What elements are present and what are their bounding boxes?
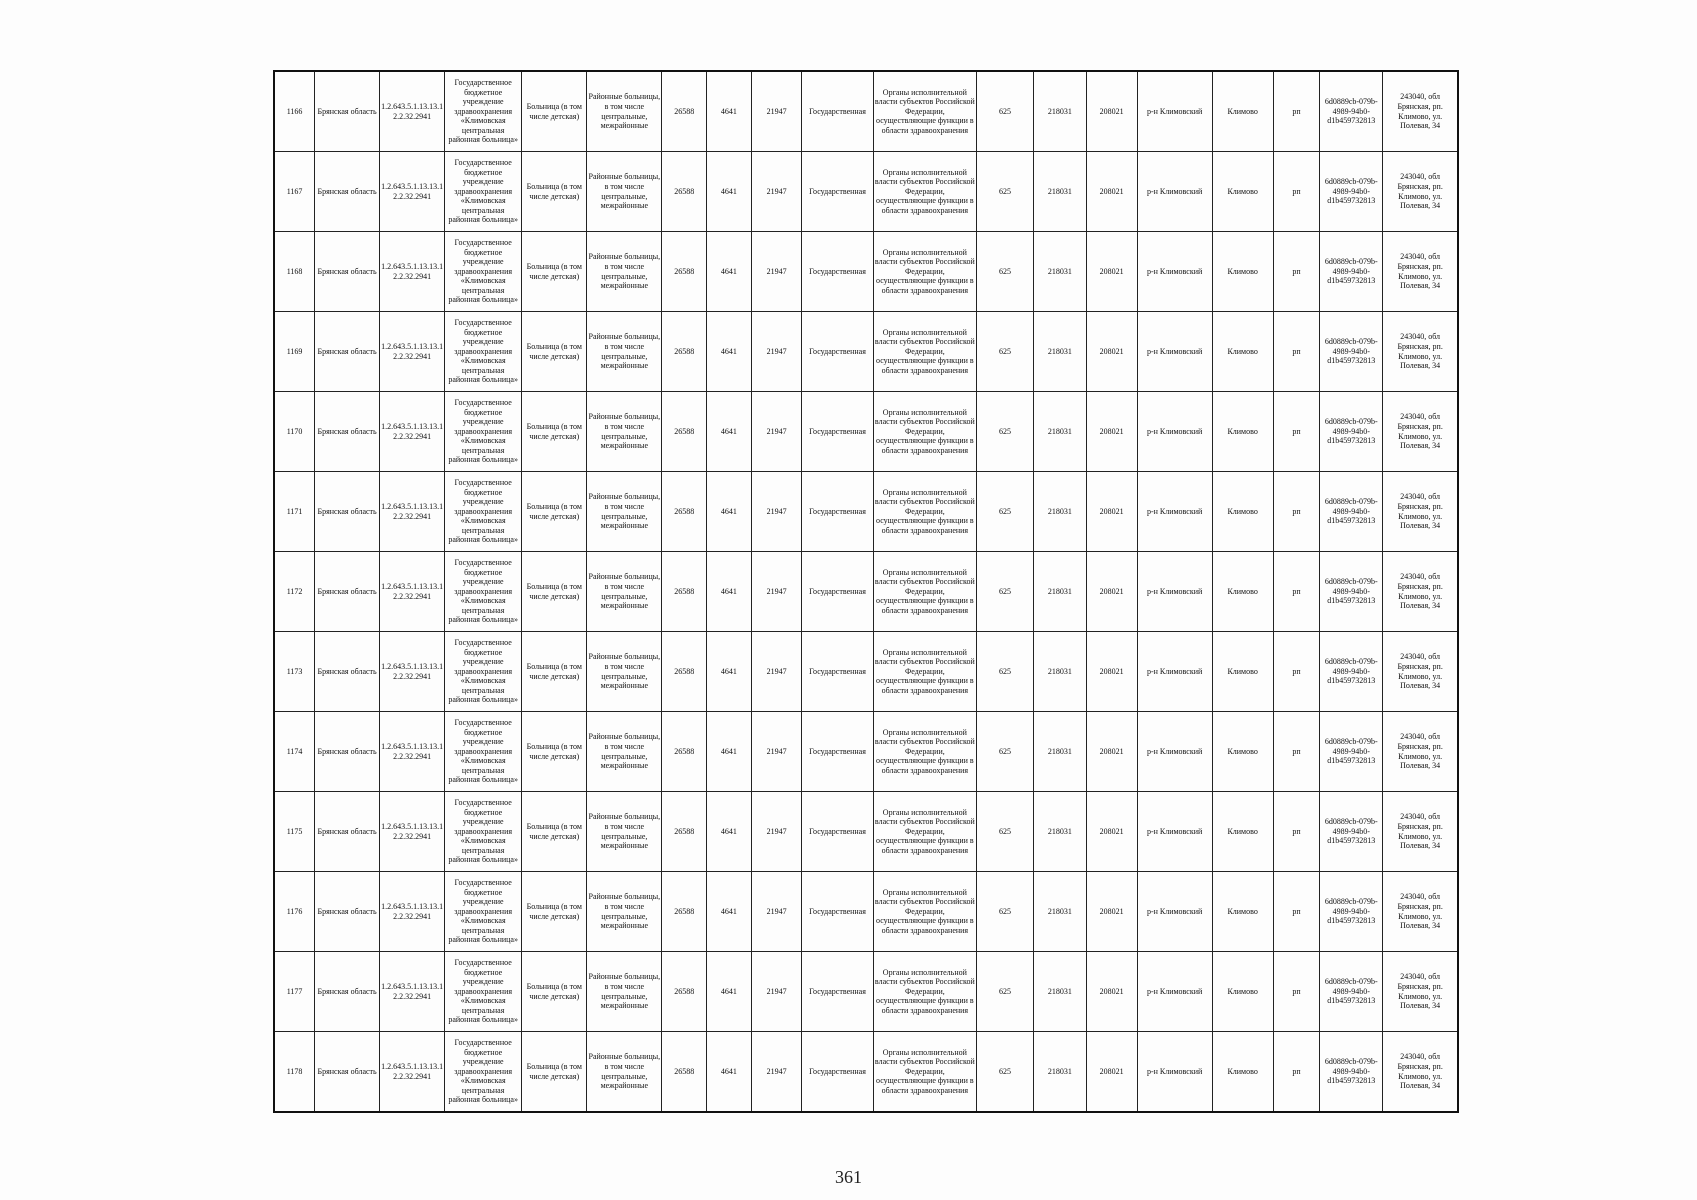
district-cell: р-н Климовский (1137, 392, 1212, 472)
value-cell: 26588 (662, 1032, 707, 1113)
code-cell: 625 (977, 71, 1034, 152)
address-cell: 243040, обл Брянская, рп. Климово, ул. Полевая, 34 (1383, 472, 1458, 552)
facility-type-cell: Районные больницы, в том числе центральные, межрайонные (587, 712, 662, 792)
ownership-cell: Государственная (802, 632, 873, 712)
locality-cell: Климово (1212, 392, 1273, 472)
row-number-cell: 1167 (274, 152, 315, 232)
facility-kind-cell: Больница (в том числе детская) (522, 472, 587, 552)
value-cell: 4641 (707, 392, 752, 472)
locality-type-cell: рп (1273, 712, 1320, 792)
authority-cell: Органы исполнительной власти субъектов Российской Федерации, осуществляющие функции в области здравоохранения (873, 792, 977, 872)
ownership-cell: Государственная (802, 712, 873, 792)
oid-cell: 1.2.643.5.1.13.13.12.2.32.2941 (380, 872, 445, 952)
value-cell: 4641 (707, 1032, 752, 1113)
region-cell: Брянская область (315, 952, 380, 1032)
code-cell: 218031 (1033, 632, 1086, 712)
address-cell: 243040, обл Брянская, рп. Климово, ул. Полевая, 34 (1383, 232, 1458, 312)
code-cell: 208021 (1086, 392, 1137, 472)
facility-kind-cell: Больница (в том числе детская) (522, 1032, 587, 1113)
code-cell: 625 (977, 872, 1034, 952)
locality-type-cell: рп (1273, 1032, 1320, 1113)
guid-cell: 6d0889cb-079b-4989-94b0-d1b459732813 (1320, 1032, 1383, 1113)
code-cell: 218031 (1033, 872, 1086, 952)
value-cell: 21947 (751, 472, 802, 552)
code-cell: 625 (977, 472, 1034, 552)
ownership-cell: Государственная (802, 152, 873, 232)
district-cell: р-н Климовский (1137, 1032, 1212, 1113)
code-cell: 218031 (1033, 952, 1086, 1032)
value-cell: 26588 (662, 312, 707, 392)
value-cell: 4641 (707, 552, 752, 632)
region-cell: Брянская область (315, 872, 380, 952)
facility-type-cell: Районные больницы, в том числе центральные, межрайонные (587, 71, 662, 152)
oid-cell: 1.2.643.5.1.13.13.12.2.32.2941 (380, 232, 445, 312)
authority-cell: Органы исполнительной власти субъектов Российской Федерации, осуществляющие функции в области здравоохранения (873, 232, 977, 312)
ownership-cell: Государственная (802, 792, 873, 872)
district-cell: р-н Климовский (1137, 232, 1212, 312)
value-cell: 21947 (751, 312, 802, 392)
code-cell: 218031 (1033, 712, 1086, 792)
guid-cell: 6d0889cb-079b-4989-94b0-d1b459732813 (1320, 71, 1383, 152)
value-cell: 4641 (707, 71, 752, 152)
code-cell: 208021 (1086, 712, 1137, 792)
facility-kind-cell: Больница (в том числе детская) (522, 392, 587, 472)
table-row (274, 472, 1458, 552)
value-cell: 21947 (751, 712, 802, 792)
region-cell: Брянская область (315, 152, 380, 232)
locality-cell: Климово (1212, 152, 1273, 232)
ownership-cell: Государственная (802, 872, 873, 952)
row-number-cell: 1177 (274, 952, 315, 1032)
address-cell: 243040, обл Брянская, рп. Климово, ул. Полевая, 34 (1383, 792, 1458, 872)
locality-cell: Климово (1212, 952, 1273, 1032)
value-cell: 4641 (707, 712, 752, 792)
code-cell: 625 (977, 232, 1034, 312)
facility-type-cell: Районные больницы, в том числе центральные, межрайонные (587, 632, 662, 712)
region-cell: Брянская область (315, 312, 380, 392)
district-cell: р-н Климовский (1137, 552, 1212, 632)
value-cell: 21947 (751, 392, 802, 472)
organization-name-cell: Государственное бюджетное учреждение здравоохранения «Климовская центральная районная больница» (445, 792, 522, 872)
ownership-cell: Государственная (802, 472, 873, 552)
table-row (274, 552, 1458, 632)
oid-cell: 1.2.643.5.1.13.13.12.2.32.2941 (380, 792, 445, 872)
locality-type-cell: рп (1273, 872, 1320, 952)
value-cell: 4641 (707, 232, 752, 312)
oid-cell: 1.2.643.5.1.13.13.12.2.32.2941 (380, 472, 445, 552)
guid-cell: 6d0889cb-079b-4989-94b0-d1b459732813 (1320, 712, 1383, 792)
value-cell: 26588 (662, 712, 707, 792)
guid-cell: 6d0889cb-079b-4989-94b0-d1b459732813 (1320, 472, 1383, 552)
authority-cell: Органы исполнительной власти субъектов Российской Федерации, осуществляющие функции в области здравоохранения (873, 632, 977, 712)
district-cell: р-н Климовский (1137, 712, 1212, 792)
district-cell: р-н Климовский (1137, 952, 1212, 1032)
district-cell: р-н Климовский (1137, 152, 1212, 232)
organization-name-cell: Государственное бюджетное учреждение здравоохранения «Климовская центральная районная больница» (445, 152, 522, 232)
region-cell: Брянская область (315, 712, 380, 792)
value-cell: 21947 (751, 632, 802, 712)
locality-type-cell: рп (1273, 232, 1320, 312)
authority-cell: Органы исполнительной власти субъектов Российской Федерации, осуществляющие функции в области здравоохранения (873, 152, 977, 232)
row-number-cell: 1174 (274, 712, 315, 792)
district-cell: р-н Климовский (1137, 472, 1212, 552)
value-cell: 26588 (662, 152, 707, 232)
authority-cell: Органы исполнительной власти субъектов Российской Федерации, осуществляющие функции в области здравоохранения (873, 712, 977, 792)
value-cell: 26588 (662, 472, 707, 552)
code-cell: 218031 (1033, 312, 1086, 392)
value-cell: 26588 (662, 552, 707, 632)
value-cell: 21947 (751, 792, 802, 872)
facility-kind-cell: Больница (в том числе детская) (522, 552, 587, 632)
row-number-cell: 1170 (274, 392, 315, 472)
value-cell: 4641 (707, 632, 752, 712)
locality-type-cell: рп (1273, 952, 1320, 1032)
value-cell: 21947 (751, 71, 802, 152)
value-cell: 26588 (662, 952, 707, 1032)
code-cell: 625 (977, 312, 1034, 392)
district-cell: р-н Климовский (1137, 312, 1212, 392)
code-cell: 208021 (1086, 632, 1137, 712)
row-number-cell: 1175 (274, 792, 315, 872)
facility-kind-cell: Больница (в том числе детская) (522, 952, 587, 1032)
code-cell: 208021 (1086, 312, 1137, 392)
value-cell: 21947 (751, 1032, 802, 1113)
region-cell: Брянская область (315, 632, 380, 712)
code-cell: 208021 (1086, 1032, 1137, 1113)
value-cell: 26588 (662, 232, 707, 312)
address-cell: 243040, обл Брянская, рп. Климово, ул. Полевая, 34 (1383, 312, 1458, 392)
row-number-cell: 1178 (274, 1032, 315, 1113)
table-row (274, 392, 1458, 472)
table-row (274, 152, 1458, 232)
address-cell: 243040, обл Брянская, рп. Климово, ул. Полевая, 34 (1383, 392, 1458, 472)
locality-type-cell: рп (1273, 632, 1320, 712)
locality-type-cell: рп (1273, 152, 1320, 232)
region-cell: Брянская область (315, 792, 380, 872)
table-row (274, 792, 1458, 872)
guid-cell: 6d0889cb-079b-4989-94b0-d1b459732813 (1320, 952, 1383, 1032)
facility-kind-cell: Больница (в том числе детская) (522, 632, 587, 712)
authority-cell: Органы исполнительной власти субъектов Российской Федерации, осуществляющие функции в области здравоохранения (873, 392, 977, 472)
registry-table (273, 70, 1459, 1113)
code-cell: 208021 (1086, 152, 1137, 232)
table-row (274, 71, 1458, 152)
oid-cell: 1.2.643.5.1.13.13.12.2.32.2941 (380, 392, 445, 472)
facility-type-cell: Районные больницы, в том числе центральные, межрайонные (587, 792, 662, 872)
row-number-cell: 1173 (274, 632, 315, 712)
oid-cell: 1.2.643.5.1.13.13.12.2.32.2941 (380, 312, 445, 392)
guid-cell: 6d0889cb-079b-4989-94b0-d1b459732813 (1320, 152, 1383, 232)
code-cell: 218031 (1033, 71, 1086, 152)
table-row (274, 952, 1458, 1032)
district-cell: р-н Климовский (1137, 632, 1212, 712)
organization-name-cell: Государственное бюджетное учреждение здравоохранения «Климовская центральная районная больница» (445, 472, 522, 552)
authority-cell: Органы исполнительной власти субъектов Российской Федерации, осуществляющие функции в области здравоохранения (873, 1032, 977, 1113)
facility-type-cell: Районные больницы, в том числе центральные, межрайонные (587, 872, 662, 952)
locality-type-cell: рп (1273, 392, 1320, 472)
ownership-cell: Государственная (802, 1032, 873, 1113)
address-cell: 243040, обл Брянская, рп. Климово, ул. Полевая, 34 (1383, 952, 1458, 1032)
authority-cell: Органы исполнительной власти субъектов Российской Федерации, осуществляющие функции в области здравоохранения (873, 71, 977, 152)
organization-name-cell: Государственное бюджетное учреждение здравоохранения «Климовская центральная районная больница» (445, 552, 522, 632)
oid-cell: 1.2.643.5.1.13.13.12.2.32.2941 (380, 712, 445, 792)
code-cell: 208021 (1086, 71, 1137, 152)
row-number-cell: 1176 (274, 872, 315, 952)
region-cell: Брянская область (315, 232, 380, 312)
code-cell: 218031 (1033, 552, 1086, 632)
locality-cell: Климово (1212, 632, 1273, 712)
locality-cell: Климово (1212, 792, 1273, 872)
address-cell: 243040, обл Брянская, рп. Климово, ул. Полевая, 34 (1383, 632, 1458, 712)
code-cell: 208021 (1086, 872, 1137, 952)
guid-cell: 6d0889cb-079b-4989-94b0-d1b459732813 (1320, 392, 1383, 472)
facility-kind-cell: Больница (в том числе детская) (522, 712, 587, 792)
locality-cell: Климово (1212, 312, 1273, 392)
address-cell: 243040, обл Брянская, рп. Климово, ул. Полевая, 34 (1383, 152, 1458, 232)
facility-type-cell: Районные больницы, в том числе центральные, межрайонные (587, 312, 662, 392)
value-cell: 21947 (751, 232, 802, 312)
row-number-cell: 1168 (274, 232, 315, 312)
facility-kind-cell: Больница (в том числе детская) (522, 232, 587, 312)
facility-type-cell: Районные больницы, в том числе центральные, межрайонные (587, 552, 662, 632)
table-row (274, 632, 1458, 712)
address-cell: 243040, обл Брянская, рп. Климово, ул. Полевая, 34 (1383, 1032, 1458, 1113)
code-cell: 625 (977, 952, 1034, 1032)
region-cell: Брянская область (315, 392, 380, 472)
code-cell: 218031 (1033, 152, 1086, 232)
locality-cell: Климово (1212, 872, 1273, 952)
organization-name-cell: Государственное бюджетное учреждение здравоохранения «Климовская центральная районная больница» (445, 872, 522, 952)
code-cell: 625 (977, 152, 1034, 232)
row-number-cell: 1172 (274, 552, 315, 632)
district-cell: р-н Климовский (1137, 71, 1212, 152)
value-cell: 26588 (662, 392, 707, 472)
guid-cell: 6d0889cb-079b-4989-94b0-d1b459732813 (1320, 872, 1383, 952)
facility-type-cell: Районные больницы, в том числе центральные, межрайонные (587, 472, 662, 552)
facility-type-cell: Районные больницы, в том числе центральные, межрайонные (587, 1032, 662, 1113)
value-cell: 26588 (662, 792, 707, 872)
table-row (274, 312, 1458, 392)
organization-name-cell: Государственное бюджетное учреждение здравоохранения «Климовская центральная районная больница» (445, 712, 522, 792)
facility-type-cell: Районные больницы, в том числе центральные, межрайонные (587, 952, 662, 1032)
authority-cell: Органы исполнительной власти субъектов Российской Федерации, осуществляющие функции в области здравоохранения (873, 952, 977, 1032)
table-row (274, 712, 1458, 792)
oid-cell: 1.2.643.5.1.13.13.12.2.32.2941 (380, 152, 445, 232)
code-cell: 208021 (1086, 472, 1137, 552)
authority-cell: Органы исполнительной власти субъектов Российской Федерации, осуществляющие функции в области здравоохранения (873, 552, 977, 632)
ownership-cell: Государственная (802, 552, 873, 632)
ownership-cell: Государственная (802, 71, 873, 152)
code-cell: 208021 (1086, 792, 1137, 872)
authority-cell: Органы исполнительной власти субъектов Российской Федерации, осуществляющие функции в области здравоохранения (873, 472, 977, 552)
table-row (274, 872, 1458, 952)
address-cell: 243040, обл Брянская, рп. Климово, ул. Полевая, 34 (1383, 71, 1458, 152)
table-row (274, 1032, 1458, 1113)
code-cell: 218031 (1033, 392, 1086, 472)
oid-cell: 1.2.643.5.1.13.13.12.2.32.2941 (380, 952, 445, 1032)
value-cell: 4641 (707, 872, 752, 952)
locality-type-cell: рп (1273, 472, 1320, 552)
value-cell: 4641 (707, 472, 752, 552)
locality-type-cell: рп (1273, 71, 1320, 152)
value-cell: 26588 (662, 872, 707, 952)
address-cell: 243040, обл Брянская, рп. Климово, ул. Полевая, 34 (1383, 712, 1458, 792)
ownership-cell: Государственная (802, 232, 873, 312)
row-number-cell: 1166 (274, 71, 315, 152)
table-body (274, 71, 1458, 1112)
oid-cell: 1.2.643.5.1.13.13.12.2.32.2941 (380, 71, 445, 152)
locality-type-cell: рп (1273, 552, 1320, 632)
facility-kind-cell: Больница (в том числе детская) (522, 312, 587, 392)
row-number-cell: 1171 (274, 472, 315, 552)
code-cell: 218031 (1033, 232, 1086, 312)
value-cell: 21947 (751, 952, 802, 1032)
organization-name-cell: Государственное бюджетное учреждение здравоохранения «Климовская центральная районная больница» (445, 392, 522, 472)
guid-cell: 6d0889cb-079b-4989-94b0-d1b459732813 (1320, 552, 1383, 632)
organization-name-cell: Государственное бюджетное учреждение здравоохранения «Климовская центральная районная больница» (445, 71, 522, 152)
region-cell: Брянская область (315, 472, 380, 552)
value-cell: 4641 (707, 152, 752, 232)
code-cell: 625 (977, 1032, 1034, 1113)
value-cell: 21947 (751, 552, 802, 632)
locality-cell: Климово (1212, 472, 1273, 552)
code-cell: 208021 (1086, 952, 1137, 1032)
table-row (274, 232, 1458, 312)
ownership-cell: Государственная (802, 952, 873, 1032)
region-cell: Брянская область (315, 552, 380, 632)
facility-kind-cell: Больница (в том числе детская) (522, 152, 587, 232)
guid-cell: 6d0889cb-079b-4989-94b0-d1b459732813 (1320, 792, 1383, 872)
facility-kind-cell: Больница (в том числе детская) (522, 71, 587, 152)
guid-cell: 6d0889cb-079b-4989-94b0-d1b459732813 (1320, 632, 1383, 712)
facility-type-cell: Районные больницы, в том числе центральные, межрайонные (587, 232, 662, 312)
row-number-cell: 1169 (274, 312, 315, 392)
region-cell: Брянская область (315, 1032, 380, 1113)
guid-cell: 6d0889cb-079b-4989-94b0-d1b459732813 (1320, 232, 1383, 312)
locality-cell: Климово (1212, 71, 1273, 152)
code-cell: 208021 (1086, 232, 1137, 312)
code-cell: 625 (977, 632, 1034, 712)
code-cell: 218031 (1033, 1032, 1086, 1113)
oid-cell: 1.2.643.5.1.13.13.12.2.32.2941 (380, 552, 445, 632)
oid-cell: 1.2.643.5.1.13.13.12.2.32.2941 (380, 1032, 445, 1113)
value-cell: 4641 (707, 792, 752, 872)
organization-name-cell: Государственное бюджетное учреждение здравоохранения «Климовская центральная районная больница» (445, 952, 522, 1032)
locality-cell: Климово (1212, 712, 1273, 792)
code-cell: 208021 (1086, 552, 1137, 632)
district-cell: р-н Климовский (1137, 872, 1212, 952)
region-cell: Брянская область (315, 71, 380, 152)
page-number: 361 (835, 1167, 862, 1187)
locality-cell: Климово (1212, 1032, 1273, 1113)
organization-name-cell: Государственное бюджетное учреждение здравоохранения «Климовская центральная районная больница» (445, 232, 522, 312)
code-cell: 218031 (1033, 472, 1086, 552)
value-cell: 21947 (751, 872, 802, 952)
organization-name-cell: Государственное бюджетное учреждение здравоохранения «Климовская центральная районная больница» (445, 632, 522, 712)
facility-type-cell: Районные больницы, в том числе центральные, межрайонные (587, 392, 662, 472)
code-cell: 625 (977, 712, 1034, 792)
address-cell: 243040, обл Брянская, рп. Климово, ул. Полевая, 34 (1383, 552, 1458, 632)
guid-cell: 6d0889cb-079b-4989-94b0-d1b459732813 (1320, 312, 1383, 392)
value-cell: 21947 (751, 152, 802, 232)
code-cell: 625 (977, 792, 1034, 872)
authority-cell: Органы исполнительной власти субъектов Российской Федерации, осуществляющие функции в области здравоохранения (873, 872, 977, 952)
locality-type-cell: рп (1273, 312, 1320, 392)
organization-name-cell: Государственное бюджетное учреждение здравоохранения «Климовская центральная районная больница» (445, 1032, 522, 1113)
value-cell: 26588 (662, 71, 707, 152)
locality-type-cell: рп (1273, 792, 1320, 872)
value-cell: 4641 (707, 952, 752, 1032)
authority-cell: Органы исполнительной власти субъектов Российской Федерации, осуществляющие функции в области здравоохранения (873, 312, 977, 392)
ownership-cell: Государственная (802, 392, 873, 472)
district-cell: р-н Климовский (1137, 792, 1212, 872)
code-cell: 218031 (1033, 792, 1086, 872)
facility-kind-cell: Больница (в том числе детская) (522, 872, 587, 952)
value-cell: 4641 (707, 312, 752, 392)
address-cell: 243040, обл Брянская, рп. Климово, ул. Полевая, 34 (1383, 872, 1458, 952)
code-cell: 625 (977, 552, 1034, 632)
organization-name-cell: Государственное бюджетное учреждение здравоохранения «Климовская центральная районная больница» (445, 312, 522, 392)
locality-cell: Климово (1212, 232, 1273, 312)
locality-cell: Климово (1212, 552, 1273, 632)
value-cell: 26588 (662, 632, 707, 712)
oid-cell: 1.2.643.5.1.13.13.12.2.32.2941 (380, 632, 445, 712)
ownership-cell: Государственная (802, 312, 873, 392)
code-cell: 625 (977, 392, 1034, 472)
facility-type-cell: Районные больницы, в том числе центральные, межрайонные (587, 152, 662, 232)
facility-kind-cell: Больница (в том числе детская) (522, 792, 587, 872)
